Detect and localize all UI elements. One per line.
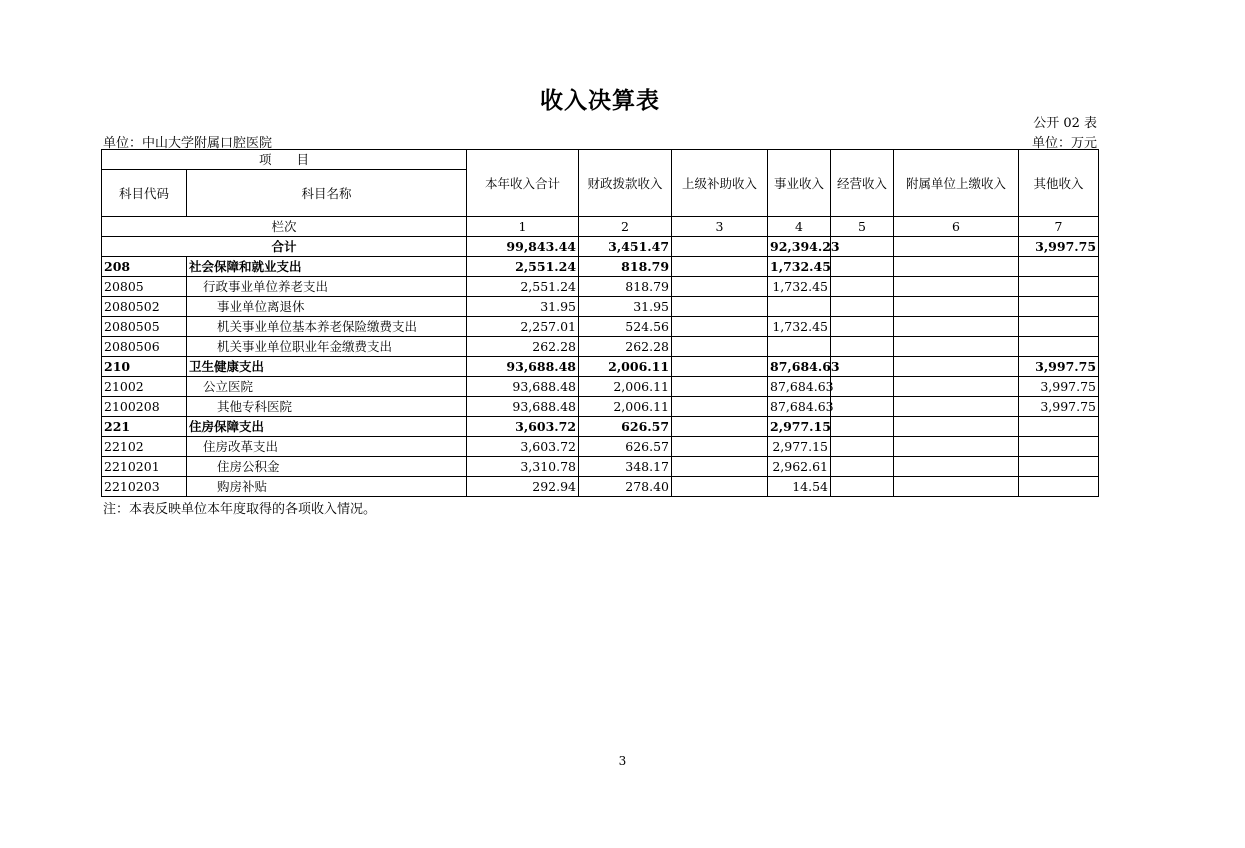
income-statement-table — [101, 149, 1099, 497]
header-code: 科目代码 — [102, 170, 187, 217]
page-number: 3 — [618, 754, 627, 768]
row-cell: 1,732.45 — [768, 277, 831, 297]
table-row — [102, 417, 1099, 437]
header-col-business: 事业收入 — [768, 150, 831, 217]
row-cell — [894, 477, 1019, 497]
reporting-unit: 单位：中山大学附属口腔医院 — [103, 136, 273, 151]
row-cell — [894, 277, 1019, 297]
row-cell — [1019, 417, 1099, 437]
row-cell: 524.56 — [579, 317, 672, 337]
column-number: 7 — [1019, 217, 1099, 237]
row-code: 2210201 — [102, 457, 187, 477]
table-note: 注：本表反映单位本年度取得的各项收入情况。 — [103, 502, 377, 517]
row-cell — [831, 477, 894, 497]
row-cell: 3,997.75 — [1019, 397, 1099, 417]
row-name: 住房保障支出 — [187, 417, 467, 437]
total-cell: 3,997.75 — [1019, 237, 1099, 257]
row-cell — [1019, 437, 1099, 457]
row-cell — [1019, 277, 1099, 297]
row-code: 2100208 — [102, 397, 187, 417]
column-number: 5 — [831, 217, 894, 237]
header-name: 科目名称 — [187, 170, 467, 217]
row-cell — [672, 317, 768, 337]
header-col-affiliated: 附属单位上缴收入 — [894, 150, 1019, 217]
row-cell: 2,006.11 — [579, 357, 672, 377]
row-code: 2080502 — [102, 297, 187, 317]
row-cell: 626.57 — [579, 417, 672, 437]
column-number: 4 — [768, 217, 831, 237]
row-cell — [672, 437, 768, 457]
row-cell: 31.95 — [467, 297, 579, 317]
row-cell: 348.17 — [579, 457, 672, 477]
total-cell — [672, 237, 768, 257]
row-cell — [768, 297, 831, 317]
row-cell — [1019, 457, 1099, 477]
row-cell: 3,997.75 — [1019, 357, 1099, 377]
row-cell — [831, 317, 894, 337]
row-code: 221 — [102, 417, 187, 437]
row-cell — [768, 337, 831, 357]
row-cell: 262.28 — [579, 337, 672, 357]
row-cell: 3,603.72 — [467, 417, 579, 437]
row-cell — [831, 257, 894, 277]
table-row — [102, 437, 1099, 457]
table-row — [102, 357, 1099, 377]
row-name: 行政事业单位养老支出 — [187, 277, 467, 297]
row-name: 公立医院 — [187, 377, 467, 397]
column-number: 6 — [894, 217, 1019, 237]
row-cell — [894, 437, 1019, 457]
row-cell: 818.79 — [579, 257, 672, 277]
row-cell — [831, 277, 894, 297]
table-row — [102, 257, 1099, 277]
row-cell — [1019, 317, 1099, 337]
table-row — [102, 477, 1099, 497]
row-cell — [672, 417, 768, 437]
row-cell: 278.40 — [579, 477, 672, 497]
header-item: 项 目 — [102, 150, 467, 170]
total-cell: 3,451.47 — [579, 237, 672, 257]
row-code: 2210203 — [102, 477, 187, 497]
header-row-1 — [102, 150, 1099, 170]
row-cell — [894, 417, 1019, 437]
row-cell: 1,732.45 — [768, 317, 831, 337]
table-row — [102, 277, 1099, 297]
column-number: 1 — [467, 217, 579, 237]
row-code: 21002 — [102, 377, 187, 397]
row-cell: 93,688.48 — [467, 377, 579, 397]
total-cell — [831, 237, 894, 257]
table-row — [102, 457, 1099, 477]
header-col-other: 其他收入 — [1019, 150, 1099, 217]
total-cell — [894, 237, 1019, 257]
row-cell — [894, 377, 1019, 397]
row-cell — [831, 357, 894, 377]
row-cell — [831, 437, 894, 457]
row-cell — [894, 337, 1019, 357]
row-cell: 2,977.15 — [768, 437, 831, 457]
column-number: 2 — [579, 217, 672, 237]
row-code: 208 — [102, 257, 187, 277]
row-cell — [831, 397, 894, 417]
row-cell — [672, 397, 768, 417]
row-cell: 2,006.11 — [579, 397, 672, 417]
row-cell: 93,688.48 — [467, 397, 579, 417]
row-cell: 292.94 — [467, 477, 579, 497]
row-cell — [1019, 297, 1099, 317]
row-cell: 87,684.63 — [768, 377, 831, 397]
row-cell: 31.95 — [579, 297, 672, 317]
row-cell: 626.57 — [579, 437, 672, 457]
column-number-label: 栏次 — [102, 217, 467, 237]
row-cell — [831, 297, 894, 317]
column-number: 3 — [672, 217, 768, 237]
row-cell — [1019, 257, 1099, 277]
row-name: 事业单位离退休 — [187, 297, 467, 317]
header-col-fiscal: 财政拨款收入 — [579, 150, 672, 217]
row-cell: 2,257.01 — [467, 317, 579, 337]
row-code: 2080506 — [102, 337, 187, 357]
row-cell — [831, 457, 894, 477]
row-cell: 2,551.24 — [467, 277, 579, 297]
total-row — [102, 237, 1099, 257]
row-cell — [1019, 477, 1099, 497]
row-cell — [894, 457, 1019, 477]
total-label: 合计 — [102, 237, 467, 257]
row-cell — [672, 477, 768, 497]
row-cell — [831, 417, 894, 437]
row-cell — [894, 397, 1019, 417]
row-name: 购房补贴 — [187, 477, 467, 497]
row-cell: 2,006.11 — [579, 377, 672, 397]
row-cell — [672, 357, 768, 377]
row-name: 住房改革支出 — [187, 437, 467, 457]
table-row — [102, 377, 1099, 397]
row-cell: 2,977.15 — [768, 417, 831, 437]
row-cell: 3,603.72 — [467, 437, 579, 457]
row-cell — [831, 377, 894, 397]
row-cell — [894, 357, 1019, 377]
row-cell: 262.28 — [467, 337, 579, 357]
row-cell: 3,310.78 — [467, 457, 579, 477]
header-col-total: 本年收入合计 — [467, 150, 579, 217]
row-code: 22102 — [102, 437, 187, 457]
row-code: 20805 — [102, 277, 187, 297]
table-row — [102, 397, 1099, 417]
row-cell — [1019, 337, 1099, 357]
row-cell — [672, 257, 768, 277]
row-name: 机关事业单位职业年金缴费支出 — [187, 337, 467, 357]
row-name: 其他专科医院 — [187, 397, 467, 417]
row-cell — [831, 337, 894, 357]
row-name: 卫生健康支出 — [187, 357, 467, 377]
row-name: 社会保障和就业支出 — [187, 257, 467, 277]
row-cell — [894, 317, 1019, 337]
row-cell — [672, 377, 768, 397]
row-cell: 1,732.45 — [768, 257, 831, 277]
row-cell: 2,962.61 — [768, 457, 831, 477]
row-cell — [894, 297, 1019, 317]
row-cell — [672, 457, 768, 477]
row-cell: 14.54 — [768, 477, 831, 497]
row-cell — [672, 297, 768, 317]
row-code: 2080505 — [102, 317, 187, 337]
row-cell: 3,997.75 — [1019, 377, 1099, 397]
row-cell — [894, 257, 1019, 277]
table-row — [102, 297, 1099, 317]
page-title: 收入决算表 — [540, 87, 660, 114]
row-cell: 87,684.63 — [768, 357, 831, 377]
column-number-row — [102, 217, 1099, 237]
header-col-operating: 经营收入 — [831, 150, 894, 217]
currency-unit: 单位：万元 — [1031, 136, 1097, 151]
table-row — [102, 317, 1099, 337]
table-row — [102, 337, 1099, 357]
row-name: 机关事业单位基本养老保险缴费支出 — [187, 317, 467, 337]
row-cell — [672, 277, 768, 297]
total-cell: 92,394.23 — [768, 237, 831, 257]
row-name: 住房公积金 — [187, 457, 467, 477]
row-cell: 87,684.63 — [768, 397, 831, 417]
header-col-superior: 上级补助收入 — [672, 150, 768, 217]
row-cell: 818.79 — [579, 277, 672, 297]
total-cell: 99,843.44 — [467, 237, 579, 257]
row-cell: 93,688.48 — [467, 357, 579, 377]
row-cell: 2,551.24 — [467, 257, 579, 277]
row-cell — [672, 337, 768, 357]
form-number: 公开 02 表 — [1033, 116, 1097, 131]
row-code: 210 — [102, 357, 187, 377]
